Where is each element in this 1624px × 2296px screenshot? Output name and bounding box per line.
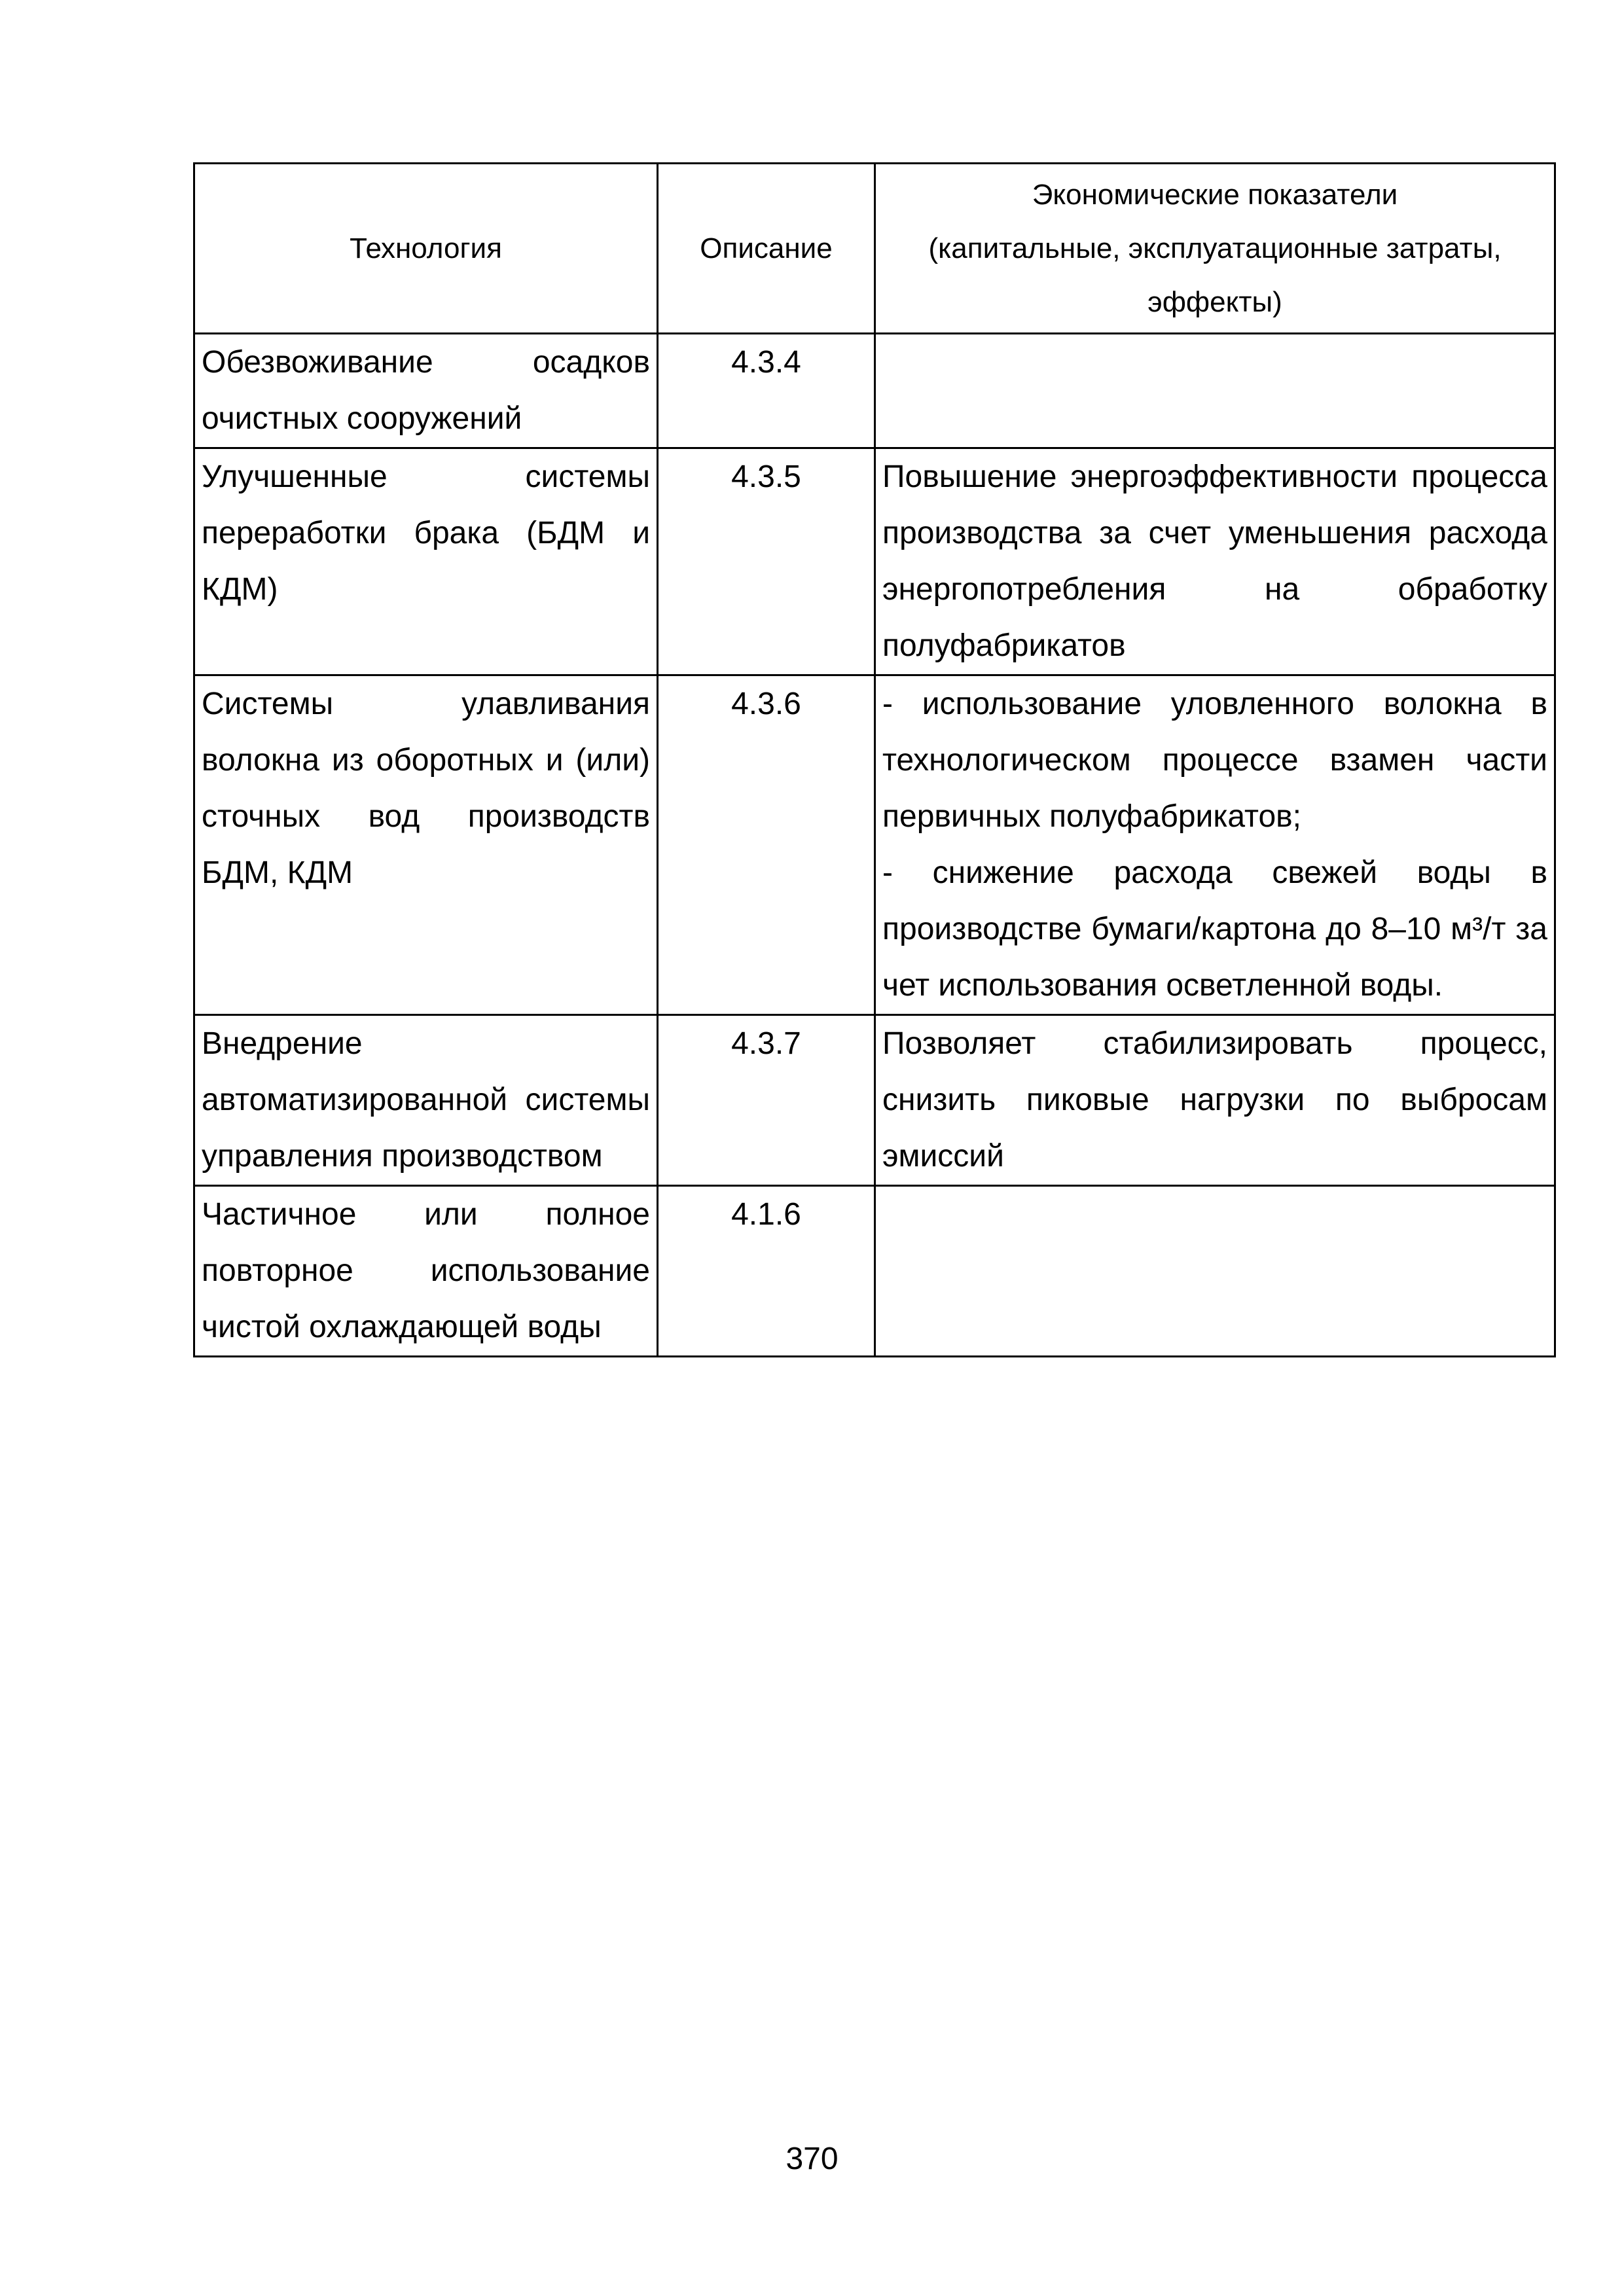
header-economics (875, 164, 1555, 334)
cell-economics (875, 675, 1555, 1015)
cell-economics (875, 334, 1555, 448)
table-row (194, 1015, 1555, 1186)
cell-technology: Внедрение автоматизированной системы управления производством (194, 1015, 658, 1186)
header-description: Описание (658, 164, 875, 334)
economics-paragraph: - использование уловленного волокна в технологическом процессе взамен части первичных полуфабрикатов; (882, 687, 1547, 834)
header-technology: Технология (194, 164, 658, 334)
header-economics-line: (капитальные, эксплуатационные затраты, (928, 232, 1502, 264)
cell-description: 4.3.5 (658, 448, 875, 675)
economics-paragraph: - снижение расхода свежей воды в производстве бумаги/картона до 8–10 м³/т за чет использования осветленной воды. (882, 855, 1547, 1003)
economics-paragraph: Повышение энергоэффективности процесса производства за счет уменьшения расхода энергопотребления на обработку полуфабрикатов (882, 459, 1547, 663)
table-row (194, 675, 1555, 1015)
economics-paragraph: Позволяет стабилизировать процесс, снизить пиковые нагрузки по выбросам эмиссий (882, 1026, 1547, 1174)
cell-technology: Обезвоживание осадков очистных сооружений (194, 334, 658, 448)
cell-description: 4.3.4 (658, 334, 875, 448)
cell-economics (875, 1186, 1555, 1357)
header-economics-line: эффекты) (1147, 285, 1282, 318)
page-number: 370 (785, 2142, 839, 2176)
cell-technology: Частичное или полное повторное использование чистой охлаждающей воды (194, 1186, 658, 1357)
cell-technology: Системы улавливания волокна из оборотных и (или) сточных вод производств БДМ, КДМ (194, 675, 658, 1015)
table-row (194, 1186, 1555, 1357)
table-header-row (194, 164, 1555, 334)
cell-economics (875, 448, 1555, 675)
table-row (194, 448, 1555, 675)
cell-technology: Улучшенные системы переработки брака (БДМ и КДМ) (194, 448, 658, 675)
cell-description: 4.3.6 (658, 675, 875, 1015)
cell-description: 4.3.7 (658, 1015, 875, 1186)
technology-table (193, 162, 1556, 1357)
header-economics-line: Экономические показатели (1032, 178, 1398, 211)
cell-description: 4.1.6 (658, 1186, 875, 1357)
cell-economics (875, 1015, 1555, 1186)
table-row (194, 334, 1555, 448)
